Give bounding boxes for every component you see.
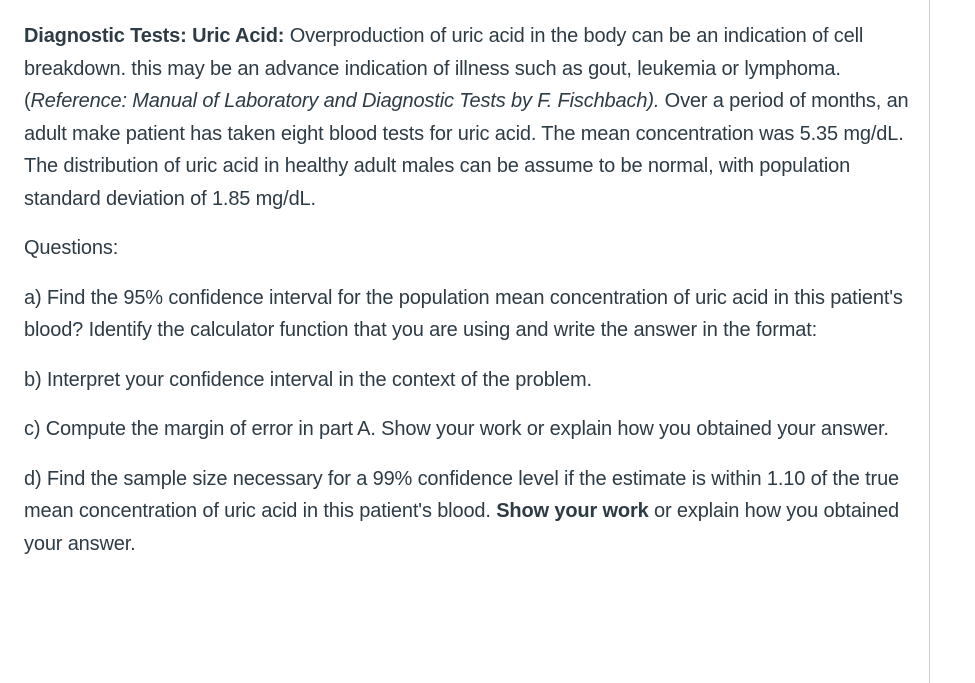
question-d-text-1: d) Find the sample size necessary for a 99% confidence level if the estimate is within 1.10 of the true mean concentration of uric acid in this patient's blood. xyxy=(24,467,900,522)
intro-paragraph xyxy=(24,20,909,215)
question-c: c) Compute the margin of error in part A. Show your work or explain how you obtained your answer. xyxy=(24,418,889,440)
intro-text-2: Over a period of months, an adult make patient has taken eight blood tests for uric acid. The mean concentration was 5.35 mg/dL. The distribution of uric acid in healthy adult males can be assume to be normal, with population standard deviation of 1.85 mg/dL. xyxy=(24,90,909,210)
question-d xyxy=(24,463,909,561)
question-b: b) Interpret your confidence interval in the context of the problem. xyxy=(24,368,592,391)
intro-reference: Reference: Manual of Laboratory and Diagnostic Tests by F. Fischbach). xyxy=(30,90,660,112)
question-d-text-2: or explain how you obtained your answer. xyxy=(24,500,900,555)
question-content xyxy=(24,20,909,577)
question-d-bold: Show your work xyxy=(496,500,649,522)
content-border xyxy=(929,0,930,683)
intro-heading: Diagnostic Tests: Uric Acid: xyxy=(24,25,285,47)
question-a: a) Find the 95% confidence interval for the population mean concentration of uric acid in this patient's blood? Identify the calculator function that you are using and write the answer in the format: xyxy=(24,286,903,341)
intro-text-1: Overproduction of uric acid in the body can be an indication of cell breakdown. this may be an advance indication of illness such as gout, leukemia or lymphoma. ( xyxy=(24,25,864,112)
questions-label: Questions: xyxy=(24,237,119,259)
